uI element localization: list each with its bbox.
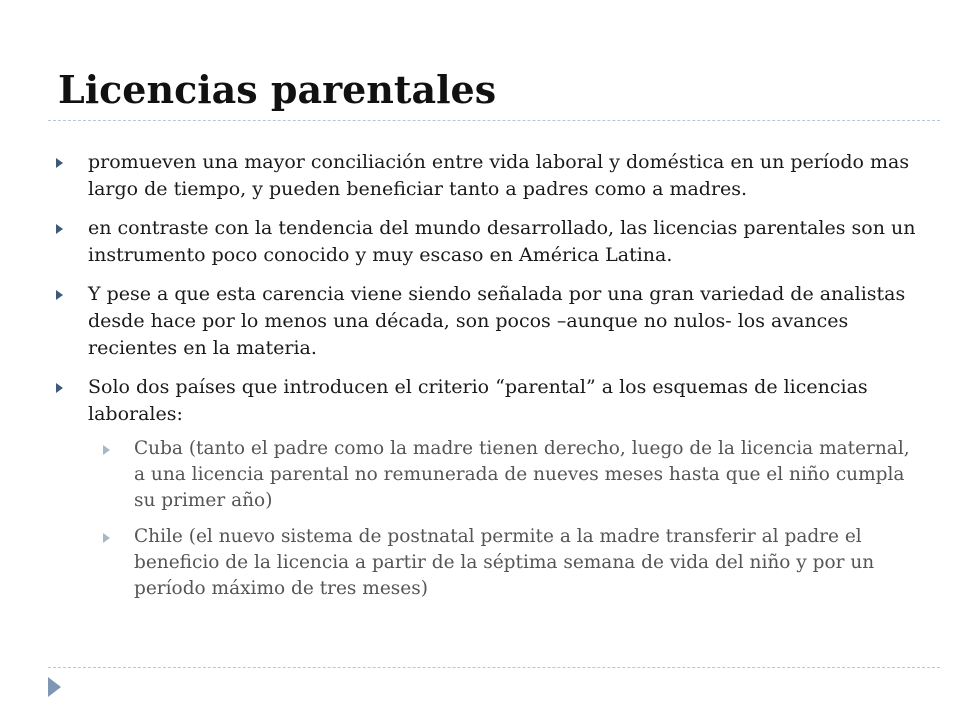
bullet-list — [54, 149, 920, 612]
triangle-bullet-icon — [56, 290, 63, 300]
triangle-bullet-icon — [56, 224, 63, 234]
triangle-bullet-icon — [103, 445, 110, 455]
slide-title: Licencias parentales — [58, 67, 497, 112]
bullet-item-4 — [54, 374, 920, 428]
triangle-bullet-icon — [56, 158, 63, 168]
sub-bullet-item-cuba — [100, 436, 920, 514]
bullet-text: Y pese a que esta carencia viene siendo señalada por una gran variedad de analistas desde hace por lo menos una década, son pocos –aunque no nulos- los avances recientes en la materia. — [88, 283, 906, 359]
bullet-text: promueven una mayor conciliación entre vida laboral y doméstica en un período mas largo de tiempo, y pueden beneficiar tanto a padres como a madres. — [88, 151, 910, 200]
sub-bullet-item-chile — [100, 524, 920, 602]
bullet-text: en contraste con la tendencia del mundo desarrollado, las licencias parentales son un instrumento poco conocido y muy escaso en América Latina. — [88, 217, 916, 266]
bullet-item-3 — [54, 281, 920, 362]
sub-bullet-text: Chile (el nuevo sistema de postnatal permite a la madre transferir al padre el beneficio de la licencia a partir de la séptima semana de vida del niño y por un período máximo de tres meses) — [134, 526, 875, 599]
footer-divider — [48, 667, 940, 668]
play-triangle-icon[interactable] — [48, 677, 61, 697]
triangle-bullet-icon — [56, 383, 63, 393]
title-divider — [48, 120, 940, 121]
sub-bullet-text: Cuba (tanto el padre como la madre tienen derecho, luego de la licencia maternal, a una licencia parental no remunerada de nueves meses hasta que el niño cumpla su primer año) — [134, 438, 910, 511]
triangle-bullet-icon — [103, 533, 110, 543]
bullet-item-2 — [54, 215, 920, 269]
bullet-item-1 — [54, 149, 920, 203]
bullet-text: Solo dos países que introducen el criterio “parental” a los esquemas de licencias laborales: — [88, 376, 868, 425]
